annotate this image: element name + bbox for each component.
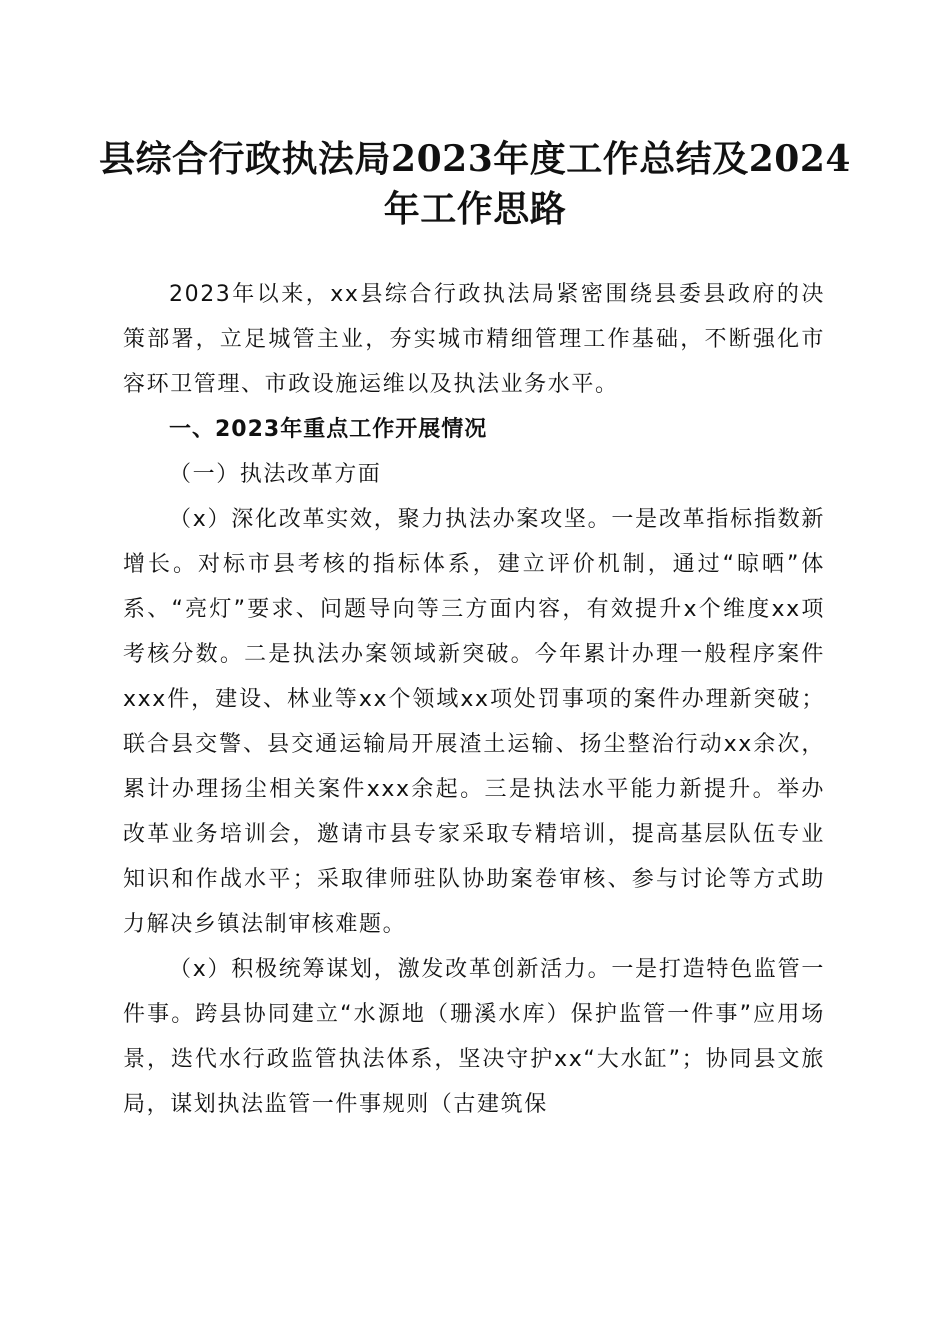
body-paragraph-1: （x）深化改革实效，聚力执法办案攻坚。一是改革指标指数新增长。对标市县考核的指标体系，建立评价机制，通过“晾晒”体系、“亮灯”要求、问题导向等三方面内容，有效提升x个维度xx项考核分数。二是执法办案领域新突破。今年累计办理一般程序案件xxx件，建设、林业等xx个领域xx项处罚事项的案件办理新突破；联合县交警、县交通运输局开展渣土运输、扬尘整治行动xx余次，累计办理扬尘相关案件xxx余起。三是执法水平能力新提升。举办改革业务培训会，邀请市县专家采取专精培训，提高基层队伍专业知识和作战水平；采取律师驻队协助案卷审核、参与讨论等方式助力解决乡镇法制审核难题。 <box>123 507 825 937</box>
document-body <box>123 272 825 1127</box>
intro-paragraph: 2023年以来，xx县综合行政执法局紧密围绕县委县政府的决策部署，立足城管主业，夯实城市精细管理工作基础，不断强化市容环卫管理、市政设施运维以及执法业务水平。 <box>123 282 825 397</box>
body-paragraph-2: （x）积极统筹谋划，激发改革创新活力。一是打造特色监管一件事。跨县协同建立“水源地（珊溪水库）保护监管一件事”应用场景，迭代水行政监管执法体系，坚决守护xx“大水缸”；协同县文旅局，谋划执法监管一件事规则（古建筑保 <box>123 957 825 1117</box>
section-heading: 一、2023年重点工作开展情况 <box>169 417 488 442</box>
subsection-heading: （一）执法改革方面 <box>169 462 382 487</box>
document-title: 县综合行政执法局2023年度工作总结及2024年工作思路 <box>99 138 851 230</box>
